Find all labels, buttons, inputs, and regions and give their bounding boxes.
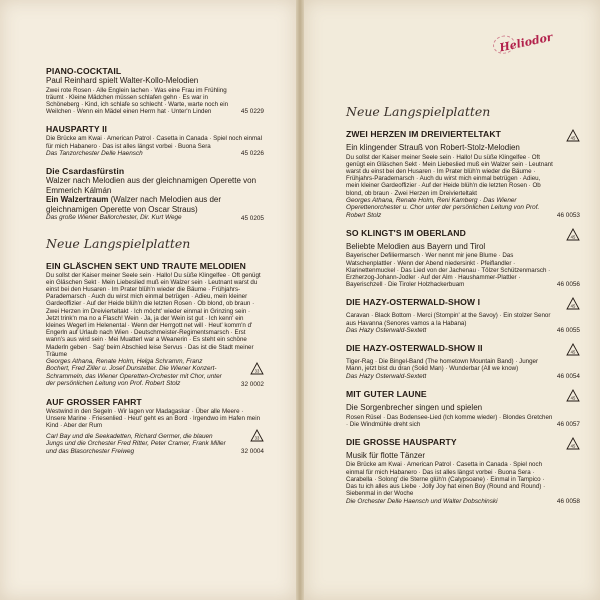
entry-performer: Georges Athana, Renate Holm, Helga Schramm, Franz Bochert, Fred Ziller u. Josef Dunstetter. Die Wiener Konzert-Schrammeln, das Wiener Operetten-Orchester mit Chor, unter der persönlichen Leitung von Prof. Robert Stolz <box>46 357 222 388</box>
entry-tracks: Du sollst der Kaiser meiner Seele sein · Hallo! Du süße Klingelfee · Oft genügt ein Gläschen Sekt · Mein Liebeslied muß ein Walzer sein · Leutnant warst du einst bei den Husaren · Im Prater blüh'n wieder die Bäume · Frühjahrs-Parademarsch · Auch du wirst mich einmal betrügen · Adieu, mein kleiner Gardeoffizier · Auf der Heide blüh'n die letzten Rosen · Ob blond, ob braun · Zwei Herzen im Dreivierteltakt <box>346 153 553 197</box>
catalog-number: 32 0004 <box>240 448 264 456</box>
left-column <box>46 66 264 464</box>
right-column <box>346 104 580 514</box>
svg-text:45: 45 <box>570 135 576 141</box>
entry-performer: Das große Wiener Ballorchester, Dir. Kurt Wege <box>46 214 182 222</box>
entry-details <box>346 357 553 380</box>
lp-entry <box>346 129 580 219</box>
entry-tracks: Du sollst der Kaiser meiner Seele sein · Hallo! Du süße Klingelfee · Oft genügt ein Gläschen Sekt · Mein Liebeslied muß ein Walzer sein · Leutnant warst du einst bei den Husaren · Im Prater blüh'n wieder die Bäume · Frühjahrs-Parademarsch · Auch du wirst mich einmal betrügen · Adieu, mein kleiner Gardeoffizier · Auf der Heide blüh'n die letzten Rosen · Ob blond, ob braun · Zwei Herzen im Dreivierteltakt · Ich möcht' wieder einmal in Grinzing sein · Jetzt trink'n ma no a Flasch! Wein · Ja, ja der Wein ist gut · Ich kenn' ein kleines Wegerl im Helenental · Wenn der Herrgott net will · Heut' komm'n d' Engerln auf Urlaub nach Wien · Deutschmeister-Regimentsmarsch · Erst wann's aus wird sein · Mei Muatterl war a Weanerin · Es steht ein schöne Maderln geben · Sag' beim Abschied leise Servus · Das ist die Stadt meiner Träume <box>46 271 261 358</box>
svg-text:45: 45 <box>570 303 576 309</box>
entry-tracks: Zwei rote Rosen · Alle Englein lachen · Was eine Frau im Frühling träumt · Kleine Mädchen müssen schlafen gehn · Es war in Schöneberg · Kind, ich schlafe so schlecht · Warte, warte noch ein Weilchen · Wenn ein Mädel einen Herrn hat · Unter'n Linden <box>46 86 229 116</box>
entry-title: Die Csardasfürstin <box>46 166 125 177</box>
entry-performer: Carl Bay und die Seekadetten, Richard Germer, die blauen Jungs und die Orchester Fred Ritter, Peter Cramer, Frank Miller und das Blasorchester Freiweg <box>46 432 226 455</box>
entry-details <box>346 251 553 288</box>
entry-subtitle: Beliebte Melodien aus Bayern und Tirol <box>346 241 486 251</box>
left-page <box>0 0 296 600</box>
entry-header <box>346 228 580 242</box>
entry-title: DIE HAZY-OSTERWALD-SHOW II <box>346 343 483 354</box>
page-fold <box>296 0 304 600</box>
lp-entry <box>346 437 580 505</box>
entry-details <box>346 153 553 219</box>
entry-performer: Georges Athana, Renate Holm, Reni Kamberg · Das Wiener Operettenorchester u. Chor unter der persönlichen Leitung von Prof. Robert Stolz <box>346 196 540 219</box>
catalog-number: 45 0205 <box>240 214 264 222</box>
entry-hausparty-ii <box>46 124 264 157</box>
entry-header <box>346 343 580 357</box>
right-entries-list <box>346 129 580 505</box>
record-speed-icon <box>566 297 580 311</box>
catalog-number: 46 0055 <box>556 327 580 335</box>
entry-footer <box>346 413 580 428</box>
lp-entry <box>346 297 580 334</box>
entry-glaeschen-sekt <box>46 261 264 388</box>
catalog-number: 46 0058 <box>556 497 580 505</box>
entry-piano-cocktail <box>46 66 264 115</box>
catalog-number: 45 0229 <box>240 108 264 116</box>
record-speed-icon <box>566 129 580 143</box>
entry-footer <box>346 153 580 219</box>
section-heading: Neue Langspielplatten <box>46 235 191 251</box>
entry-title: ZWEI HERZEN IM DREIVIERTELTAKT <box>346 129 501 139</box>
entry-details <box>346 311 553 334</box>
entry-header <box>346 437 580 451</box>
record-speed-icon <box>566 437 580 451</box>
entry-performer: Die Orchester Delle Haensch und Walter Dobschinski <box>346 497 498 505</box>
heliodor-logo: Heliodor <box>490 29 561 56</box>
entry-body <box>46 86 264 116</box>
entry-subtitle: Walzer nach Melodien aus der gleichnamigen Operette von Emmerich Kálmán <box>46 176 257 195</box>
entry-footer <box>346 357 580 380</box>
entry-title-secondary <box>46 195 264 214</box>
entry-tracks: Caravan · Black Bottom · Merci (Stompin' at the Savoy) · Ein stolzer Senor aus Havanna (Senores vamos a la Habana) <box>346 312 551 327</box>
entry-footer <box>346 311 580 334</box>
entry-tracks: Die Brücke am Kwai · American Patrol · Casetta in Canada · Spiel noch einmal für mich Habanero · Das ist alles längst vorbei · Buona Sera · Carabella · Solong' die Sterne glüh'n (Calypsoane) · Einmal in Tampico · Das tu ich alles aus Liebe · Jolly Joy hat einen Boy (Round and Round) · Siebenmal in der Woche <box>346 461 546 498</box>
entry-subtitle: Ein klingender Strauß von Robert-Stolz-Melodien <box>346 143 520 152</box>
entry-footer <box>46 214 264 221</box>
entry-footer <box>46 358 264 388</box>
lp-entry <box>346 389 580 428</box>
entry-footer <box>346 251 580 288</box>
entry-tracks: Die Brücke am Kwai · American Patrol · Casetta in Canada · Spiel noch einmal für mich Habanero · Das ist alles längst vorbei · Buona Sera <box>46 135 262 150</box>
entry-footer <box>46 429 264 455</box>
entry-subtitle-2: (Walzer nach Melodien aus der gleichnamigen Operette von Oscar Straus) <box>46 195 222 214</box>
catalog-number: 46 0054 <box>556 373 580 381</box>
entry-details <box>346 413 553 428</box>
speed-badge <box>237 362 264 381</box>
record-speed-icon <box>566 389 580 403</box>
entry-footer <box>46 150 264 157</box>
entry-subtitle: Die Sorgenbrecher singen und spielen <box>346 403 483 413</box>
entry-title: EIN GLÄSCHEN SEKT UND TRAUTE MELODIEN <box>46 260 246 271</box>
svg-text:45: 45 <box>570 395 576 401</box>
entry-performer: Das Tanzorchester Delle Haensch <box>46 149 143 157</box>
record-speed-icon <box>566 343 580 357</box>
svg-text:45: 45 <box>570 234 576 240</box>
catalog-number: 46 0053 <box>556 211 580 219</box>
entry-tracks: Tiger-Rag · Die Bingel-Band (The hometown Mountain Band) · Junger Mann, jetzt bist du dran (Solid Man) · Wunderbar (All we know) <box>346 358 539 373</box>
record-speed-icon <box>250 429 264 443</box>
entry-title-2: Ein Walzertraum <box>46 195 109 205</box>
catalog-number: 46 0057 <box>556 420 580 428</box>
catalog-number: 32 0002 <box>240 380 264 388</box>
svg-text:45: 45 <box>570 443 576 449</box>
entry-header <box>346 389 580 403</box>
entry-performer: Das Hazy Osterwald-Sextett <box>346 326 427 334</box>
entry-tracks: Rosen Rüsel · Das Bodensee-Lied (Ich komme wieder) · Blondes Gretchen · Die Windmühle dreht sich <box>346 413 553 428</box>
entry-header <box>346 129 580 143</box>
entry-meta <box>237 429 264 455</box>
entry-tracks: Westwind in den Segeln · Wir lagen vor Madagaskar · Über alle Meere · Unsere Marine · Friesenlied · Heut' geht es an Bord · Irgendwo im Hafen mein Kind · Aber der Rum <box>46 407 261 429</box>
svg-text:33: 33 <box>254 435 260 441</box>
entry-csardasfuerstin <box>46 166 264 221</box>
entry-subtitle: Musik für flotte Tänzer <box>346 450 425 460</box>
catalog-number: 46 0056 <box>556 281 580 289</box>
svg-text:45: 45 <box>570 349 576 355</box>
entry-meta <box>237 362 264 388</box>
entry-title: HAUSPARTY II <box>46 124 108 135</box>
entry-header <box>346 297 580 311</box>
section-heading: Neue Langspielplatten <box>346 104 491 119</box>
lp-entry <box>346 228 580 289</box>
svg-text:33: 33 <box>254 368 260 374</box>
right-page <box>304 0 600 600</box>
entry-title: MIT GUTER LAUNE <box>346 389 427 400</box>
entry-subtitle: Paul Reinhard spielt Walter-Kollo-Melodien <box>46 76 199 85</box>
entry-title: AUF GROSSER FAHRT <box>46 396 142 407</box>
entry-title: DIE GROSSE HAUSPARTY <box>346 436 457 447</box>
entry-footer <box>346 460 580 504</box>
catalog-number: 45 0226 <box>240 150 264 158</box>
record-speed-icon <box>250 362 264 376</box>
lp-entry <box>346 343 580 380</box>
entry-performer: Das Hazy Osterwald-Sextett <box>346 372 427 380</box>
entry-auf-grosser-fahrt <box>46 397 264 456</box>
record-speed-icon <box>566 228 580 242</box>
entry-title: DIE HAZY-OSTERWALD-SHOW I <box>346 297 481 308</box>
entry-title: PIANO-COCKTAIL <box>46 66 122 76</box>
entry-tracks: Bayerischer Defiliermarsch · Wer nennt mir jene Blume · Das Watschenplattler · Wenn der Abend niedersinkt · Pfeiflandler · Klarinettenmuckel · Das Lied von der Jachenau · Tölzer Schützenmarsch · Erzherzog-Johann-Jodler · Auf der Alm · Haushammer-Plattler · Bayerischzell · Die Tiroler Holzhackerbuam <box>346 252 551 289</box>
entry-details <box>346 460 553 504</box>
entry-title: SO KLINGT'S IM OBERLAND <box>346 227 466 238</box>
